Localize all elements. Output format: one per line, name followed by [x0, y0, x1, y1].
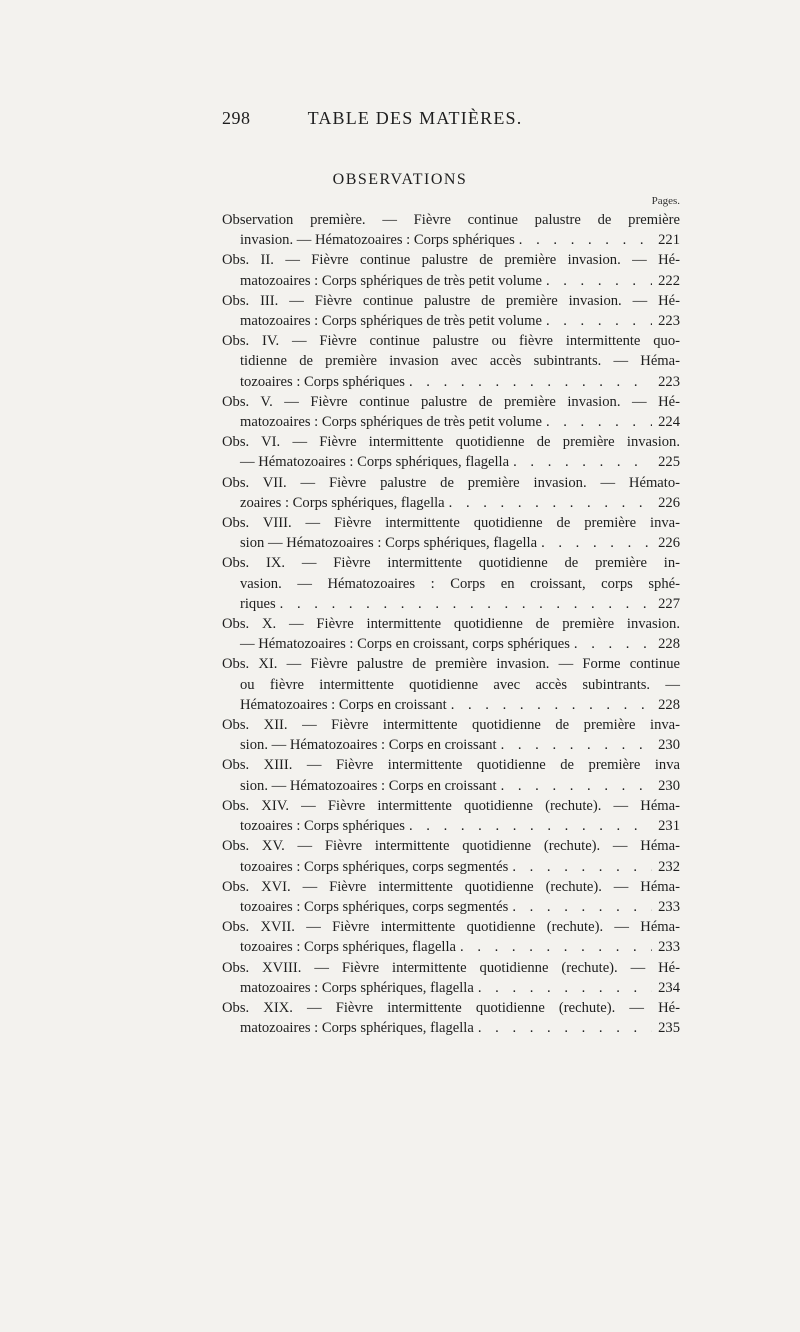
toc-entry-page-number: 230 — [658, 777, 680, 794]
toc-entry-line: ou fièvre intermittente quotidienne avec accès subintrants. — — [240, 676, 680, 693]
toc-entry-line: matozoaires : Corps sphériques, flagella — [240, 979, 474, 996]
toc-entry-last-line — [222, 937, 680, 957]
toc-entry-line: Obs. VII. — Fièvre palustre de première invasion. — Hémato- — [222, 474, 680, 491]
dot-leader — [409, 372, 652, 392]
dot-leader — [512, 897, 652, 917]
dot-leader — [449, 493, 652, 513]
toc-entry — [222, 614, 680, 654]
toc-entry-page-number: 222 — [658, 272, 680, 289]
toc-entry-line: Obs. XVI. — Fièvre intermittente quotidienne (rechute). — Héma- — [222, 878, 680, 895]
toc-entry-last-line — [222, 412, 680, 432]
toc-entry — [222, 654, 680, 715]
toc-entry-line: Obs. XII. — Fièvre intermittente quotidienne de première inva- — [222, 717, 680, 734]
toc-entry-page-number: 223 — [658, 373, 680, 390]
toc-entry-line: vasion. — Hématozoaires : Corps en croissant, corps sphé- — [240, 575, 680, 592]
dot-leader — [541, 533, 652, 553]
dot-leader — [546, 271, 652, 291]
toc-entry-line: tozoaires : Corps sphériques, corps segmentés — [240, 898, 509, 915]
toc-entry — [222, 755, 680, 795]
toc-entry-page-number: 227 — [658, 595, 680, 612]
toc-entry — [222, 836, 680, 876]
toc-entry-line: Obs. III. — Fièvre continue palustre de première invasion. — Hé- — [222, 292, 680, 309]
toc-entry-last-line — [222, 695, 680, 715]
dot-leader — [478, 1018, 652, 1038]
toc-entry-line: Hématozoaires : Corps en croissant — [240, 696, 447, 713]
toc-entry-line: Obs. IX. — Fièvre intermittente quotidienne de première in- — [222, 555, 680, 572]
toc-entry-page-number: 233 — [658, 939, 680, 956]
toc-entry-line: tozoaires : Corps sphériques — [240, 373, 405, 390]
toc-entry-last-line — [222, 897, 680, 917]
dot-leader — [512, 857, 652, 877]
pages-column-label: Pages. — [651, 195, 680, 207]
dot-leader — [460, 937, 652, 957]
toc-entry-last-line — [222, 735, 680, 755]
toc-entry — [222, 917, 680, 957]
dot-leader — [451, 695, 652, 715]
toc-entry-line: Obs. VI. — Fièvre intermittente quotidienne de première invasion. — [222, 434, 680, 451]
toc-entry-page-number: 228 — [658, 696, 680, 713]
toc-entry-page-number: 228 — [658, 636, 680, 653]
dot-leader — [513, 452, 652, 472]
toc-entry-line: Obs. V. — Fièvre continue palustre de première invasion. — Hé- — [222, 393, 680, 410]
toc-entry — [222, 250, 680, 290]
toc-entry-line: — Hématozoaires : Corps en croissant, corps sphériques — [240, 636, 570, 653]
toc-entry-page-number: 226 — [658, 494, 680, 511]
toc-entry-line: matozoaires : Corps sphériques de très petit volume — [240, 313, 542, 330]
toc-entry-line: riques — [240, 595, 276, 612]
toc-entry-line: matozoaires : Corps sphériques de très petit volume — [240, 414, 542, 431]
toc-entry-line: tidienne de première invasion avec accès subintrants. — Héma- — [240, 353, 680, 370]
toc-entry-last-line — [222, 452, 680, 472]
toc-entry-line: Observation première. — Fièvre continue palustre de première — [222, 212, 680, 228]
toc-entry-last-line — [222, 230, 680, 250]
toc-entry-line: tozoaires : Corps sphériques — [240, 818, 405, 835]
toc-entry-last-line — [222, 372, 680, 392]
toc-entry-last-line — [222, 857, 680, 877]
toc-entry-line: Obs. XV. — Fièvre intermittente quotidienne (rechute). — Héma- — [222, 838, 680, 855]
header-title: TABLE DES MATIÈRES. — [307, 108, 523, 128]
toc-entry-line: Obs. XI. — Fièvre palustre de première invasion. — Forme continue — [222, 656, 680, 673]
toc-entry-last-line — [222, 533, 680, 553]
toc-entry-last-line — [222, 493, 680, 513]
toc-entry-page-number: 224 — [658, 414, 680, 431]
toc-entry-last-line — [222, 776, 680, 796]
toc-entry-last-line — [222, 978, 680, 998]
toc-entry-last-line — [222, 1018, 680, 1038]
toc-entry-last-line — [222, 311, 680, 331]
toc-entry — [222, 210, 680, 250]
toc-entry — [222, 715, 680, 755]
toc-entry-line: sion. — Hématozoaires : Corps en croissant — [240, 737, 497, 754]
toc-entry-page-number: 235 — [658, 1020, 680, 1037]
dot-leader — [574, 634, 652, 654]
toc-entry-page-number: 226 — [658, 535, 680, 552]
toc-entry-page-number: 234 — [658, 979, 680, 996]
toc-entry-line: tozoaires : Corps sphériques, corps segmentés — [240, 858, 509, 875]
toc-entry-line: Obs. XVIII. — Fièvre intermittente quotidienne (rechute). — Hé- — [222, 959, 680, 976]
toc-entry-last-line — [222, 271, 680, 291]
toc-entry-line: Obs. XIX. — Fièvre intermittente quotidienne (rechute). — Hé- — [222, 999, 680, 1016]
toc-entry-last-line — [222, 816, 680, 836]
toc-entry — [222, 432, 680, 472]
toc-entry — [222, 513, 680, 553]
toc-entry-line: Obs. X. — Fièvre intermittente quotidienne de première invasion. — [222, 616, 680, 633]
table-of-contents — [222, 210, 680, 1038]
toc-entry-line: Obs. XIII. — Fièvre intermittente quotidienne de première inva — [222, 757, 680, 774]
section-title: OBSERVATIONS — [332, 171, 468, 188]
toc-entry — [222, 877, 680, 917]
toc-entry-line: Obs. XVII. — Fièvre intermittente quotidienne (rechute). — Héma- — [222, 919, 680, 936]
toc-entry-line: — Hématozoaires : Corps sphériques, flagella — [240, 454, 510, 471]
toc-entry — [222, 473, 680, 513]
dot-leader — [280, 594, 652, 614]
toc-entry — [222, 958, 680, 998]
toc-entry — [222, 998, 680, 1038]
toc-entry-line: Obs. II. — Fièvre continue palustre de première invasion. — Hé- — [222, 252, 680, 269]
toc-entry-page-number: 233 — [658, 898, 680, 915]
toc-entry-line: zoaires : Corps sphériques, flagella — [240, 494, 445, 511]
toc-entry-line: sion. — Hématozoaires : Corps en croissant — [240, 777, 497, 794]
dot-leader — [519, 230, 652, 250]
toc-entry — [222, 291, 680, 331]
dot-leader — [478, 978, 652, 998]
toc-entry-last-line — [222, 594, 680, 614]
dot-leader — [501, 735, 652, 755]
dot-leader — [409, 816, 652, 836]
toc-entry-line: sion — Hématozoaires : Corps sphériques, flagella — [240, 535, 538, 552]
dot-leader — [501, 776, 652, 796]
toc-entry-line: tozoaires : Corps sphériques, flagella — [240, 939, 457, 956]
toc-entry — [222, 553, 680, 614]
page-number: 298 — [222, 108, 251, 128]
toc-entry — [222, 796, 680, 836]
dot-leader — [546, 311, 652, 331]
dot-leader — [546, 412, 652, 432]
toc-entry-last-line — [222, 634, 680, 654]
toc-entry-line: matozoaires : Corps sphériques de très petit volume — [240, 272, 542, 289]
toc-entry-page-number: 232 — [658, 858, 680, 875]
toc-entry-line: Obs. VIII. — Fièvre intermittente quotidienne de première inva- — [222, 515, 680, 532]
toc-entry-line: Obs. IV. — Fièvre continue palustre ou fièvre intermittente quo- — [222, 333, 680, 350]
toc-entry-page-number: 223 — [658, 313, 680, 330]
toc-entry-line: matozoaires : Corps sphériques, flagella — [240, 1020, 474, 1037]
toc-entry — [222, 331, 680, 392]
toc-entry-page-number: 231 — [658, 818, 680, 835]
running-head — [0, 108, 800, 132]
toc-entry-line: Obs. XIV. — Fièvre intermittente quotidienne (rechute). — Héma- — [222, 797, 680, 814]
toc-entry-page-number: 221 — [658, 232, 680, 249]
toc-entry — [222, 392, 680, 432]
toc-entry-line: invasion. — Hématozoaires : Corps sphériques — [240, 232, 515, 249]
toc-entry-page-number: 225 — [658, 454, 680, 471]
toc-entry-page-number: 230 — [658, 737, 680, 754]
